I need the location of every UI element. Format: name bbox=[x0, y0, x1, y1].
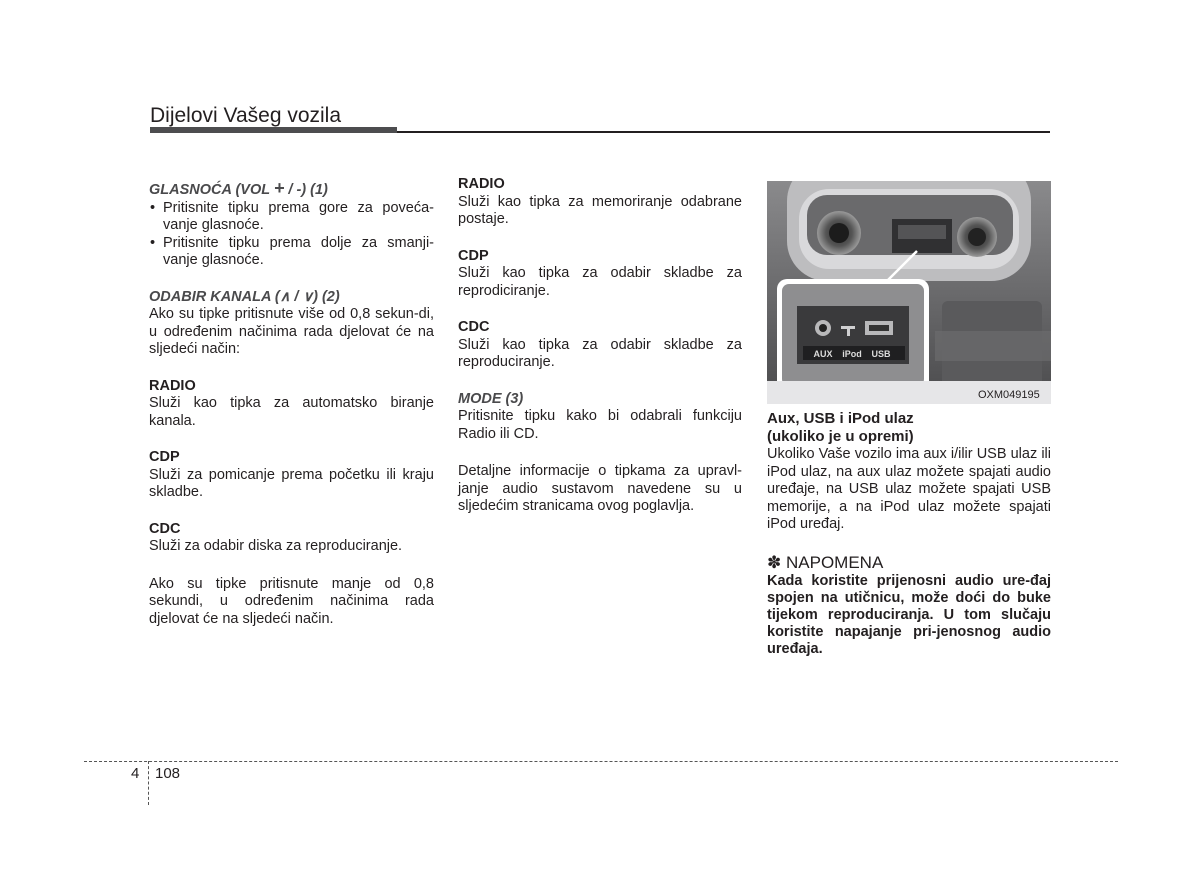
seek-up-icon: ∧ bbox=[279, 288, 291, 305]
short-press-text: Ako su tipke pritisnute manje od 0,8 sekundi, u određenim načinima rada djelovat će na sljedeći način. bbox=[149, 575, 434, 627]
radio-label: RADIO bbox=[458, 176, 505, 192]
ipod-port-label: iPod bbox=[842, 349, 862, 359]
volume-bullet-up: • Pritisnite tipku prema gore za poveća-vanje glasnoće. bbox=[149, 200, 434, 235]
footer-page-number: 108 bbox=[155, 765, 181, 782]
radio-text: Služi kao tipka za memoriranje odabrane postaje. bbox=[458, 193, 742, 227]
seek-down-icon: ∨ bbox=[302, 288, 314, 305]
channel-text: Ako su tipke pritisnute više od 0,8 sekun-di, u određenim načinima rada djelovat će na sljedeći način: bbox=[149, 306, 434, 357]
volume-heading: GLASNOĆA (VOL + / -) (1) bbox=[149, 178, 328, 198]
detail-text: Detaljne informacije o tipkama za upravl-janje audio sustavom navedene su u sljedećim stranicama ovog poglavlja. bbox=[458, 463, 742, 514]
cdc-text: Služi za odabir diska za reproduciranje. bbox=[149, 538, 403, 554]
note-text: Kada koristite prijenosni audio ure-đaj spojen na utičnicu, može doći do buke tijekom reproduciranja. U tom slučaju koristite napajanje pri-jenosnog audio uređaja. bbox=[767, 572, 1051, 657]
aux-section-title-1: Aux, USB i iPod ulaz bbox=[767, 410, 914, 427]
mode-text: Pritisnite tipku kako bi odabrali funkciju Radio ili CD. bbox=[458, 408, 742, 442]
note-title: ✽ NAPOMENA bbox=[767, 552, 884, 572]
header-bar-thick bbox=[150, 127, 397, 133]
cdc-label: CDC bbox=[458, 319, 490, 335]
column-middle bbox=[458, 176, 742, 516]
column-left bbox=[149, 180, 434, 628]
aux-section-title-2: (ukoliko je u opremi) bbox=[767, 428, 914, 445]
footer-section-number: 4 bbox=[131, 765, 140, 782]
header-bar-thin bbox=[397, 131, 1050, 133]
aux-port-label: AUX bbox=[813, 349, 833, 359]
footer-dotted-line bbox=[84, 761, 1118, 762]
plus-icon: + bbox=[273, 178, 285, 198]
mode-heading: MODE (3) bbox=[458, 390, 524, 407]
cdc-text: Služi kao tipka za odabir skladbe za reproduciranje. bbox=[458, 336, 742, 370]
usb-port-label: USB bbox=[871, 349, 891, 359]
page-header-title: Dijelovi Vašeg vozila bbox=[150, 104, 342, 127]
footer-dotted-divider bbox=[148, 761, 149, 805]
cdc-label: CDC bbox=[149, 520, 181, 537]
cdp-text: Služi za pomicanje prema početku ili kraju skladbe. bbox=[149, 466, 434, 500]
column-right bbox=[767, 410, 1051, 658]
aux-usb-photo bbox=[767, 181, 1051, 404]
cdp-label: CDP bbox=[458, 247, 489, 264]
channel-heading: ODABIR KANALA (∧ / ∨) (2) bbox=[149, 288, 340, 305]
radio-text: Služi kao tipka za automatsko biranje kanala. bbox=[149, 395, 434, 429]
cdp-label: CDP bbox=[149, 449, 180, 465]
radio-label: RADIO bbox=[149, 377, 196, 394]
aux-section-text: Ukoliko Vaše vozilo ima aux i/ilir USB ulaz ili iPod ulaz, na aux ulaz možete spajati audio uređaje, na USB ulaz možete spajati USB memorije, a na iPod ulaz možete spajati iPod uređaj. bbox=[767, 446, 1051, 532]
asterisk-icon: ✽ bbox=[767, 552, 782, 572]
photo-code: OXM049195 bbox=[978, 389, 1040, 401]
cdp-text: Služi kao tipka za odabir skladbe za reprodiciranje. bbox=[458, 265, 742, 299]
volume-bullet-down: • Pritisnite tipku prema dolje za smanji-vanje glasnoće. bbox=[149, 235, 434, 270]
